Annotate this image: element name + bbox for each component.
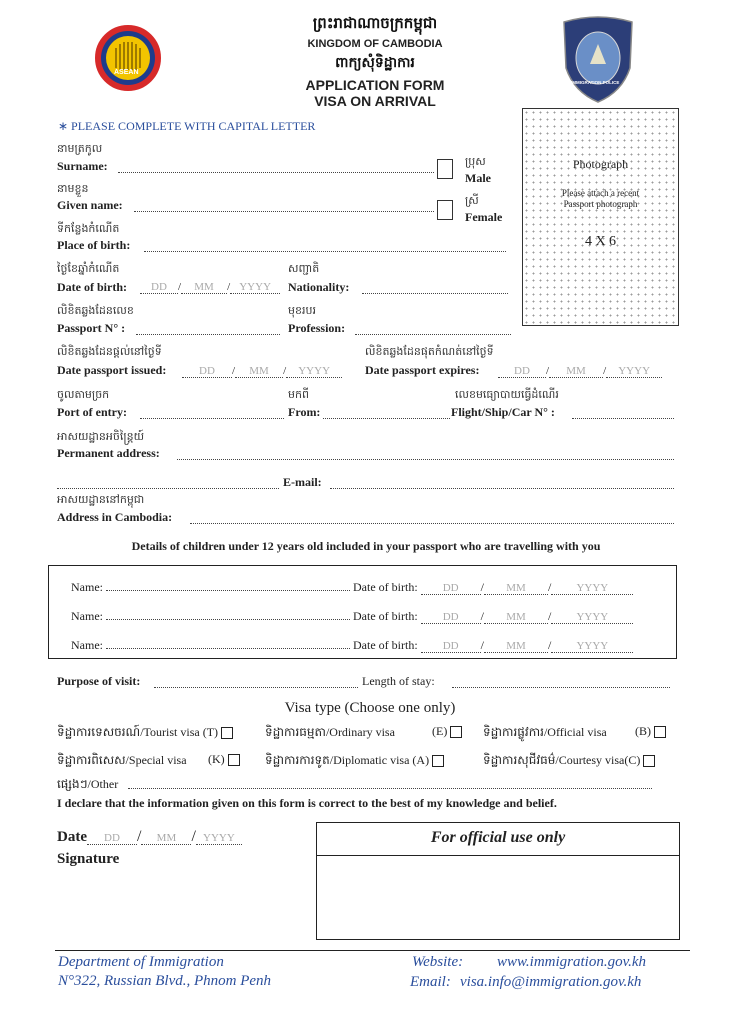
port-input[interactable] [140,408,284,419]
purpose-label: Purpose of visit: [57,674,141,688]
surname-input[interactable] [118,162,434,173]
visa-tourist[interactable] [57,724,233,742]
dob-khmer: ថ្ងៃខែឆ្នាំកំណើត [57,262,120,275]
passport-label: Passport N° : [57,321,126,335]
given-name-khmer: នាមខ្លួន [57,182,89,195]
official-use-divider [317,855,679,856]
given-name-label: Given name: [57,198,123,212]
visa-courtesy[interactable] [483,752,655,770]
flight-khmer: លេខមធ្យោបាយធ្វើដំណើរ [455,388,559,401]
purpose-input[interactable] [154,677,358,688]
visa-diplomatic[interactable] [265,752,444,770]
child-dob-label: Date of birth: [353,638,418,652]
issued-khmer: លិខិតឆ្លងដែនផ្តល់នៅថ្ងៃទី [57,345,162,358]
profession-khmer: មុខរបរ [288,304,316,317]
visa-tourist-label: ទិដ្ឋាការទេសចរណ៍/Tourist visa (T) [57,725,219,739]
official-use-box [316,822,680,940]
passport-khmer: លិខិតឆ្លងដែនលេខ [57,304,134,317]
visa-ordinary-checkbox[interactable] [450,726,462,738]
form-khmer: ពាក្យសុំទិដ្ឋាការ [335,55,415,71]
children-heading: Details of children under 12 years old included in your passport who are travelling with you [131,539,601,553]
visa-diplomatic-label: ទិដ្ឋាការការទូត/Diplomatic visa [265,753,410,767]
female-label: Female [465,210,503,224]
email-input[interactable] [330,478,674,489]
length-of-stay-label: Length of stay: [362,674,435,688]
footer-address: N°322, Russian Blvd., Phnom Penh [58,973,272,989]
expires-label: Date passport expires: [365,363,480,377]
visa-courtesy-checkbox[interactable] [643,755,655,767]
male-khmer: ប្រុស [465,155,486,168]
female-checkbox[interactable] [437,200,453,220]
passport-input[interactable] [136,324,280,335]
visa-courtesy-label: ទិដ្ឋាការសុជីវធម៌/Courtesy visa(C) [483,753,641,767]
visa-official-code-row[interactable] [635,724,666,739]
visa-ordinary-code-row[interactable] [432,724,462,739]
male-checkbox[interactable] [437,159,453,179]
profession-label: Profession: [288,321,346,335]
place-of-birth-input[interactable] [144,241,506,252]
visa-diplomatic-checkbox[interactable] [432,755,444,767]
sign-date-input[interactable]: DD / MM / YYYY [87,828,242,845]
place-of-birth-khmer: ទីកន្លែងកំណើត [57,222,120,235]
child-name-input[interactable] [106,619,350,620]
visa-special-code: (K) [208,752,225,766]
footer-divider [55,950,690,951]
permanent-address-input[interactable] [177,449,674,460]
place-of-birth-label: Place of birth: [57,238,131,252]
child-row [71,638,633,653]
visa-special-label: ទិដ្ឋាការពិសេស/Special visa [57,753,187,767]
flight-input[interactable] [572,408,674,419]
from-khmer: មកពី [288,388,309,401]
address-cambodia-label: Address in Cambodia: [57,510,173,524]
from-label: From: [288,405,321,419]
form-title: APPLICATION FORM [305,77,445,93]
child-name-label: Name: [71,609,103,623]
visa-diplomatic-code: (A) [412,753,430,767]
expires-khmer: លិខិតឆ្លងដែនផុតកំណត់នៅថ្ងៃទី [365,345,494,358]
child-name-label: Name: [71,580,103,594]
permanent-address-label: Permanent address: [57,446,160,460]
child-dob-label: Date of birth: [353,580,418,594]
child-name-input[interactable] [106,590,350,591]
issued-input[interactable]: DD / MM / YYYY [182,361,342,379]
photo-title: Photograph [572,157,629,171]
surname-label: Surname: [57,159,108,173]
male-label: Male [465,171,491,185]
visa-official-code: (B) [635,724,651,738]
police-logo-text: IMMIGRATION POLICE [571,80,620,85]
nationality-khmer: សញ្ជាតិ [288,262,320,275]
child-dob-input[interactable]: DD / MM / YYYY [421,609,634,623]
kingdom-title: KINGDOM OF CAMBODIA [307,38,443,50]
profession-input[interactable] [355,324,511,335]
child-name-input[interactable] [106,648,350,649]
immigration-police-logo [560,16,636,109]
footer-department: Department of Immigration [58,954,224,970]
asean-logo-text: ASEAN [114,69,139,76]
footer-email-link[interactable]: visa.info@immigration.gov.kh [460,974,642,990]
footer-website-link[interactable]: www.immigration.gov.kh [497,954,647,970]
photo-box[interactable] [522,108,679,326]
expires-input[interactable]: DD / MM / YYYY [498,361,662,379]
photo-note-1: Please attach a recent [561,188,640,198]
child-dob-input[interactable]: DD / MM / YYYY [421,638,634,652]
nationality-input[interactable] [362,283,508,294]
child-dob-label: Date of birth: [353,609,418,623]
child-name-label: Name: [71,638,103,652]
port-khmer: ចូលតាមច្រក [57,388,110,401]
permanent-address-khmer: អាសយដ្ឋានអចិន្ត្រៃយ៍ [57,430,145,443]
length-of-stay-input[interactable] [452,677,670,688]
child-row [71,609,633,624]
sign-date-row [57,828,242,846]
visa-official[interactable] [483,724,607,742]
visa-tourist-checkbox[interactable] [221,727,233,739]
visa-special-checkbox[interactable] [228,754,240,766]
visa-ordinary[interactable] [265,724,395,742]
footer-website-label: Website: [412,954,464,970]
declaration-text: I declare that the information given on this form is correct to the best of my knowledge and belief. [57,796,557,810]
flight-label: Flight/Ship/Car N° : [451,405,555,419]
visa-special[interactable] [57,752,187,770]
children-box [48,565,677,659]
issued-label: Date passport issued: [57,363,167,377]
visa-heading: Visa type (Choose one only) [284,700,456,716]
sign-date-label: Date [57,829,87,845]
header-block [260,14,490,109]
footer-email-label: Email: [410,974,451,990]
signature-label: Signature [57,851,120,867]
visa-official-label: ទិដ្ឋាការផ្លូវការ/Official visa [483,725,607,739]
photo-note-2: Passport photograph [563,199,638,209]
form-subtitle: VISA ON ARRIVAL [314,93,436,109]
nationality-label: Nationality: [288,280,350,294]
asean-logo [92,22,164,99]
female-khmer: ស្រី [465,194,479,207]
visa-official-checkbox[interactable] [654,726,666,738]
surname-khmer: នាមត្រកូល [57,142,103,155]
visa-ordinary-label: ទិដ្ឋាការធម្មតា/Ordinary visa [265,725,395,739]
visa-special-code-row[interactable] [208,752,240,767]
child-row [71,580,633,595]
kingdom-khmer: ព្រះរាជាណាចក្រកម្ពុជា [312,14,438,32]
email-label: E-mail: [283,475,322,489]
port-label: Port of entry: [57,405,127,419]
dob-label: Date of birth: [57,280,127,294]
visa-ordinary-code: (E) [432,724,448,738]
visa-other-input[interactable] [128,778,652,789]
address-cambodia-khmer: អាសយដ្ឋាននៅកម្ពុជា [57,493,145,506]
from-input[interactable] [323,408,450,419]
photo-size: 4 X 6 [584,234,617,249]
child-dob-input[interactable]: DD / MM / YYYY [421,580,634,594]
visa-other-label: ផ្សេងៗ/Other [57,777,119,791]
address-cambodia-input[interactable] [190,513,674,524]
permanent-address-input-2[interactable] [57,478,279,489]
official-use-title: For official use only [430,829,566,846]
dob-input[interactable]: DD / MM / YYYY [140,277,280,295]
given-name-input[interactable] [134,201,434,212]
instruction-text: ∗ PLEASE COMPLETE WITH CAPITAL LETTER [58,119,316,133]
